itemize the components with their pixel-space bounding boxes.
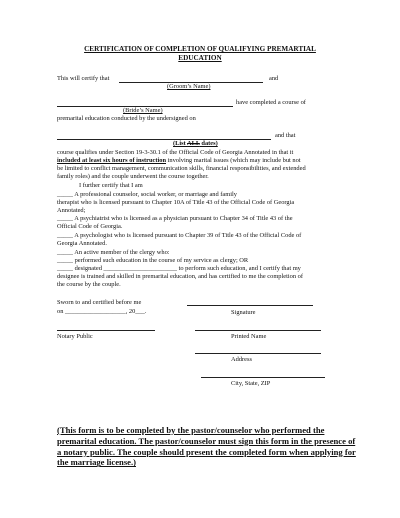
option-counselor-line3: Annotated; <box>57 207 86 214</box>
option-clergy-performed[interactable]: _____ performed such education in the course of my service as clergy; OR <box>57 257 249 264</box>
body-line-4: family roles) and the couple underwent the course together. <box>57 173 209 180</box>
signature-field[interactable] <box>187 305 313 306</box>
option-psychiatrist-checkbox[interactable]: _____ A psychiatrist who is licensed as a physician pursuant to Chapter 34 of Title 43 of the <box>57 215 293 222</box>
certify-and: and <box>269 75 279 82</box>
body-line-1: course qualifies under Section 19-3-30.1 of the Official Code of Georgia Annotated in that it <box>57 149 294 156</box>
clergy-completion-text: the course by the couple. <box>57 281 121 288</box>
signature-label: Signature <box>231 309 256 316</box>
city-state-zip-field[interactable] <box>201 377 325 378</box>
option-clergy-checkbox[interactable]: _____ An active member of the clergy who: <box>57 249 170 256</box>
sworn-text: Sworn to and certified before me <box>57 299 142 306</box>
form-title-line1: CERTIFICATION OF COMPLETION OF QUALIFYING PREMARTIAL <box>84 45 316 53</box>
printed-name-field[interactable] <box>195 330 321 331</box>
clergy-designee-text: designee is trained and skilled in premarital education, and has certified to me the completion of <box>57 273 303 280</box>
option-counselor-line2: therapist who is licensed pursuant to Chapter 10A of Title 43 of the Official Code of Georgia <box>57 199 295 206</box>
option-psychologist-line2: Georgia Annotated. <box>57 240 107 247</box>
notary-field[interactable] <box>57 330 155 331</box>
dates-field[interactable] <box>57 139 271 140</box>
form-title-line2: EDUCATION <box>178 54 222 62</box>
option-counselor-checkbox[interactable]: _____ A professional counselor, social worker, or marriage and family <box>57 191 237 198</box>
and-that-text: and that <box>275 132 296 139</box>
conducted-by-text: premarital education conducted by the undersigned on <box>57 115 196 122</box>
address-label: Address <box>231 356 252 363</box>
option-psychologist-checkbox[interactable]: _____ A psychologist who is licensed pursuant to Chapter 39 of Title 43 of the Official Code of <box>57 232 302 239</box>
bride-label: (Bride’s Name) <box>123 107 163 114</box>
city-state-zip-label: City, State, ZIP <box>231 380 271 387</box>
completed-course-text: have completed a course of <box>236 99 306 106</box>
further-certify-text: I further certify that I am <box>79 182 143 189</box>
option-clergy-designated[interactable]: _____ designated _______________________ to perform such education, and I certify that my <box>57 265 301 272</box>
certify-prefix: This will certify that <box>57 75 110 82</box>
notary-label: Notary Public <box>57 333 93 340</box>
option-psychiatrist-line2: Official Code of Georgia. <box>57 223 123 230</box>
dates-label: (List ALL dates) <box>173 140 218 147</box>
form-instructions-notice: (This form is to be completed by the pastor/counselor who performed the premarital education. The pastor/counselor must sign this form in the presence of a notary public. The couple should present the completed form when applying for the marriage license.) <box>57 425 356 468</box>
groom-label: (Groom’s Name) <box>167 83 211 90</box>
body-line-3: be limited to conflict management, communication skills, financial responsibilities, and extended <box>57 165 306 172</box>
printed-name-label: Printed Name <box>231 333 267 340</box>
body-line-2: included at least six hours of instruction involving marital issues (which may include but not <box>57 157 301 164</box>
sworn-date-field[interactable]: on ___________________, 20___. <box>57 308 147 315</box>
address-field[interactable] <box>195 353 321 354</box>
